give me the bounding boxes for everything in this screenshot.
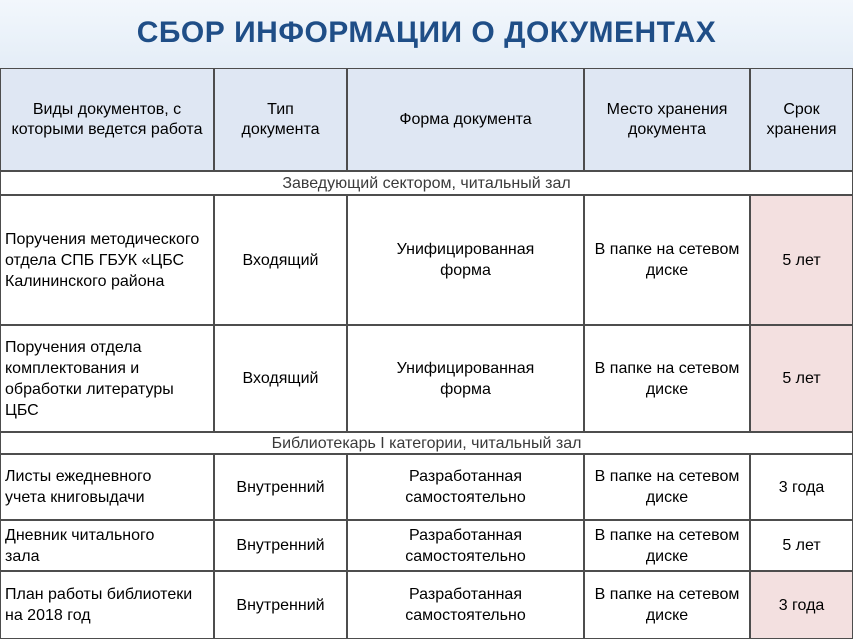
- table-row-3-type: Внутренний: [214, 454, 347, 520]
- table-row-5-form: Разработанная самостоятельно: [347, 571, 584, 639]
- table-row-4-form: Разработанная самостоятельно: [347, 520, 584, 571]
- header-doc-type: [214, 68, 347, 171]
- header-storage-place: [584, 68, 750, 171]
- table-row-3-storage: В папке на сетевом диске: [584, 454, 750, 520]
- table-row-1-storage: В папке на сетевом диске: [584, 195, 750, 325]
- table-row-3-retention: 3 года: [750, 454, 853, 520]
- table-row-2-type: Входящий: [214, 325, 347, 432]
- header-storage-place-label: Место хранения документа: [606, 100, 728, 138]
- table-row-3-kind: Листы ежедневного учета книговыдачи: [0, 454, 214, 520]
- section-head-librarian: [0, 432, 853, 454]
- table-row-4-kind: Дневник читального зала: [0, 520, 214, 571]
- section-head-librarian-label: Библиотекарь I категории, читальный зал: [271, 435, 582, 452]
- table-row-1-form: Унифицированная форма: [347, 195, 584, 325]
- table-row-2-form: Унифицированная форма: [347, 325, 584, 432]
- table-row-5-kind: План работы библиотеки на 2018 год: [0, 571, 214, 639]
- table-row-4-storage: В папке на сетевом диске: [584, 520, 750, 571]
- header-doc-kinds: [0, 68, 214, 171]
- page-title: СБОР ИНФОРМАЦИИ О ДОКУМЕНТАХ: [136, 16, 717, 49]
- header-doc-type-label: Тип документа: [241, 100, 320, 138]
- header-retention-label: Срок хранения: [766, 100, 837, 138]
- table-row-2-retention: 5 лет: [750, 325, 853, 432]
- table-row-1-type: Входящий: [214, 195, 347, 325]
- section-head-reading-room: [0, 171, 853, 195]
- table-row-2-storage: В папке на сетевом диске: [584, 325, 750, 432]
- header-retention: [750, 68, 853, 171]
- table-row-4-retention: 5 лет: [750, 520, 853, 571]
- table-row-5-storage: В папке на сетевом диске: [584, 571, 750, 639]
- header-doc-kinds-label: Виды документов, с которыми ведется работа: [11, 100, 203, 138]
- table-row-5-retention: 3 года: [750, 571, 853, 639]
- table-row-5-type: Внутренний: [214, 571, 347, 639]
- table-row-2-kind: Поручения отдела комплектования и обработки литературы ЦБС: [0, 325, 214, 432]
- header-doc-form-label: Форма документа: [399, 110, 532, 128]
- table-row-1-retention: 5 лет: [750, 195, 853, 325]
- table-row-3-form: Разработанная самостоятельно: [347, 454, 584, 520]
- header-doc-form: [347, 68, 584, 171]
- table-row-1-kind: Поручения методического отдела СПБ ГБУК «ЦБС Калининского района: [0, 195, 214, 325]
- section-head-reading-room-label: Заведующий сектором, читальный зал: [282, 175, 571, 192]
- table-row-4-type: Внутренний: [214, 520, 347, 571]
